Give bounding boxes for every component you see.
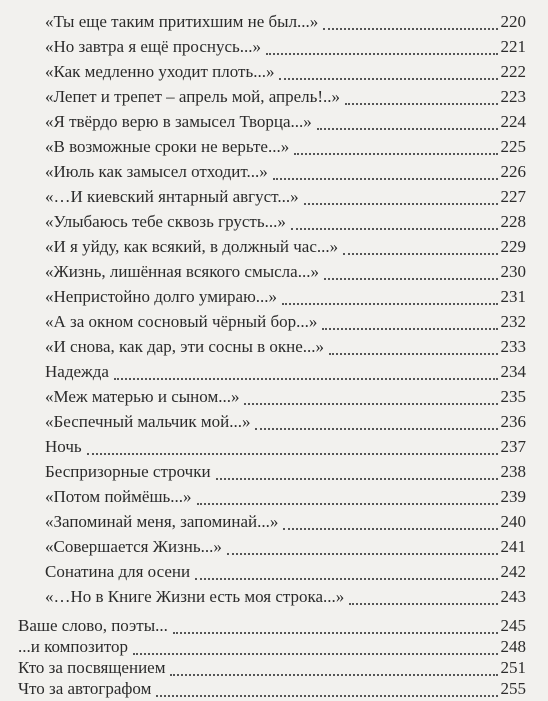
toc-section-title: ...и композитор bbox=[18, 637, 129, 656]
toc-entry-page: 235 bbox=[500, 387, 526, 406]
dot-leader bbox=[87, 453, 498, 455]
toc-entry bbox=[45, 335, 526, 359]
toc-entry-title: «Июль как замысел отходит...» bbox=[45, 162, 268, 181]
toc-entry-title: «Я твёрдо верю в замысел Творца...» bbox=[45, 112, 312, 131]
toc-entry bbox=[45, 310, 526, 334]
toc-section-page: 251 bbox=[500, 658, 526, 677]
toc-entry bbox=[45, 60, 526, 84]
toc-entry-title: Сонатина для осени bbox=[45, 562, 191, 581]
toc-section-page: 248 bbox=[500, 637, 526, 656]
dot-leader bbox=[197, 503, 498, 505]
toc-entry-title: Беспризорные строчки bbox=[45, 462, 211, 481]
toc-entry-page: 225 bbox=[500, 137, 526, 156]
toc-entry-title: «Меж матерью и сыном...» bbox=[45, 387, 240, 406]
dot-leader bbox=[345, 103, 497, 105]
toc-entry-title: Ночь bbox=[45, 437, 82, 456]
toc-entry-page: 233 bbox=[500, 337, 526, 356]
toc-entry bbox=[45, 560, 526, 584]
toc-entry-page: 243 bbox=[500, 587, 526, 606]
toc-entry-page: 241 bbox=[500, 537, 526, 556]
toc-entry-title: «Запоминай меня, запоминай...» bbox=[45, 512, 279, 531]
toc-entry-page: 226 bbox=[500, 162, 526, 181]
dot-leader bbox=[283, 528, 497, 530]
toc-entry-page: 223 bbox=[500, 87, 526, 106]
toc-entry-title: «В возможные сроки не верьте...» bbox=[45, 137, 290, 156]
toc-entry-page: 227 bbox=[500, 187, 526, 206]
toc-entry-title: «И я уйду, как всякий, в должный час...» bbox=[45, 237, 339, 256]
toc-entry bbox=[45, 85, 526, 109]
toc-section bbox=[18, 677, 526, 701]
dot-leader bbox=[349, 603, 497, 605]
toc-entry-title: «…И киевский янтарный август...» bbox=[45, 187, 299, 206]
toc-entry bbox=[45, 160, 526, 184]
dot-leader bbox=[273, 178, 498, 180]
toc-entry bbox=[45, 10, 526, 34]
toc-entry-title: «Потом поймёшь...» bbox=[45, 487, 192, 506]
toc-entry-page: 229 bbox=[500, 237, 526, 256]
toc-entry-page: 224 bbox=[500, 112, 526, 131]
toc-entry-page: 236 bbox=[500, 412, 526, 431]
toc-entry-title: «Совершается Жизнь...» bbox=[45, 537, 222, 556]
dot-leader bbox=[173, 632, 498, 634]
toc-entry bbox=[45, 385, 526, 409]
toc-entry-page: 238 bbox=[500, 462, 526, 481]
toc-entry-title: «Но завтра я ещё проснусь...» bbox=[45, 37, 262, 56]
toc-section-page: 245 bbox=[500, 616, 526, 635]
dot-leader bbox=[266, 53, 497, 55]
dot-leader bbox=[291, 228, 498, 230]
toc-entry bbox=[45, 485, 526, 509]
toc-entry-page: 234 bbox=[500, 362, 526, 381]
dot-leader bbox=[255, 428, 497, 430]
toc-entry bbox=[45, 410, 526, 434]
toc-entry bbox=[45, 360, 526, 384]
toc-entry-title: Надежда bbox=[45, 362, 109, 381]
toc-entry-page: 222 bbox=[500, 62, 526, 81]
toc-entry-title: «Непристойно долго умираю...» bbox=[45, 287, 278, 306]
toc-entry-page: 230 bbox=[500, 262, 526, 281]
dot-leader bbox=[114, 378, 498, 380]
dot-leader bbox=[133, 653, 497, 655]
dot-leader bbox=[329, 353, 497, 355]
toc-section-title: Ваше слово, поэты... bbox=[18, 616, 168, 635]
dot-leader bbox=[282, 303, 497, 305]
toc-entry-page: 228 bbox=[500, 212, 526, 231]
toc-entry bbox=[45, 35, 526, 59]
toc-entry bbox=[45, 185, 526, 209]
toc-entry bbox=[45, 585, 526, 609]
dot-leader bbox=[317, 128, 498, 130]
dot-leader bbox=[324, 278, 498, 280]
dot-leader bbox=[322, 328, 497, 330]
toc-entry-page: 232 bbox=[500, 312, 526, 331]
toc-entry-title: «Жизнь, лишённая всякого смысла...» bbox=[45, 262, 319, 281]
dot-leader bbox=[304, 203, 498, 205]
toc-entry-page: 237 bbox=[500, 437, 526, 456]
toc-entry-page: 220 bbox=[500, 12, 526, 31]
toc-entry bbox=[45, 285, 526, 309]
toc-entry-title: «Беспечный мальчик мой...» bbox=[45, 412, 251, 431]
toc-entry bbox=[45, 435, 526, 459]
toc-entry-title: «Улыбаюсь тебе сквозь грусть...» bbox=[45, 212, 286, 231]
toc-entry bbox=[45, 110, 526, 134]
toc-section-page: 255 bbox=[500, 679, 526, 698]
toc-section-title: Кто за посвящением bbox=[18, 658, 166, 677]
toc-entry-page: 221 bbox=[500, 37, 526, 56]
toc-entry-page: 240 bbox=[500, 512, 526, 531]
toc-entry bbox=[45, 210, 526, 234]
toc-entry bbox=[45, 135, 526, 159]
toc-entry-page: 231 bbox=[500, 287, 526, 306]
dot-leader bbox=[279, 78, 497, 80]
dot-leader bbox=[156, 695, 497, 697]
toc-entry-title: «Лепет и трепет – апрель мой, апрель!..» bbox=[45, 87, 341, 106]
toc-entry bbox=[45, 460, 526, 484]
toc-entry-title: «А за окном сосновый чёрный бор...» bbox=[45, 312, 318, 331]
dot-leader bbox=[195, 578, 497, 580]
toc-section-title: Что за автографом bbox=[18, 679, 152, 698]
toc-entry-title: «Ты еще таким притихшим не был...» bbox=[45, 12, 319, 31]
toc-entry bbox=[45, 260, 526, 284]
dot-leader bbox=[323, 28, 497, 30]
dot-leader bbox=[294, 153, 497, 155]
toc-entry-title: «…Но в Книге Жизни есть моя строка...» bbox=[45, 587, 345, 606]
dot-leader bbox=[170, 674, 497, 676]
toc-entry bbox=[45, 510, 526, 534]
toc-entry-page: 239 bbox=[500, 487, 526, 506]
toc-entry-title: «Как медленно уходит плоть...» bbox=[45, 62, 275, 81]
toc-entry-page: 242 bbox=[500, 562, 526, 581]
dot-leader bbox=[227, 553, 498, 555]
toc-entry bbox=[45, 235, 526, 259]
toc-entry bbox=[45, 535, 526, 559]
toc-entry-title: «И снова, как дар, эти сосны в окне...» bbox=[45, 337, 325, 356]
dot-leader bbox=[343, 253, 497, 255]
dot-leader bbox=[216, 478, 498, 480]
dot-leader bbox=[244, 403, 497, 405]
